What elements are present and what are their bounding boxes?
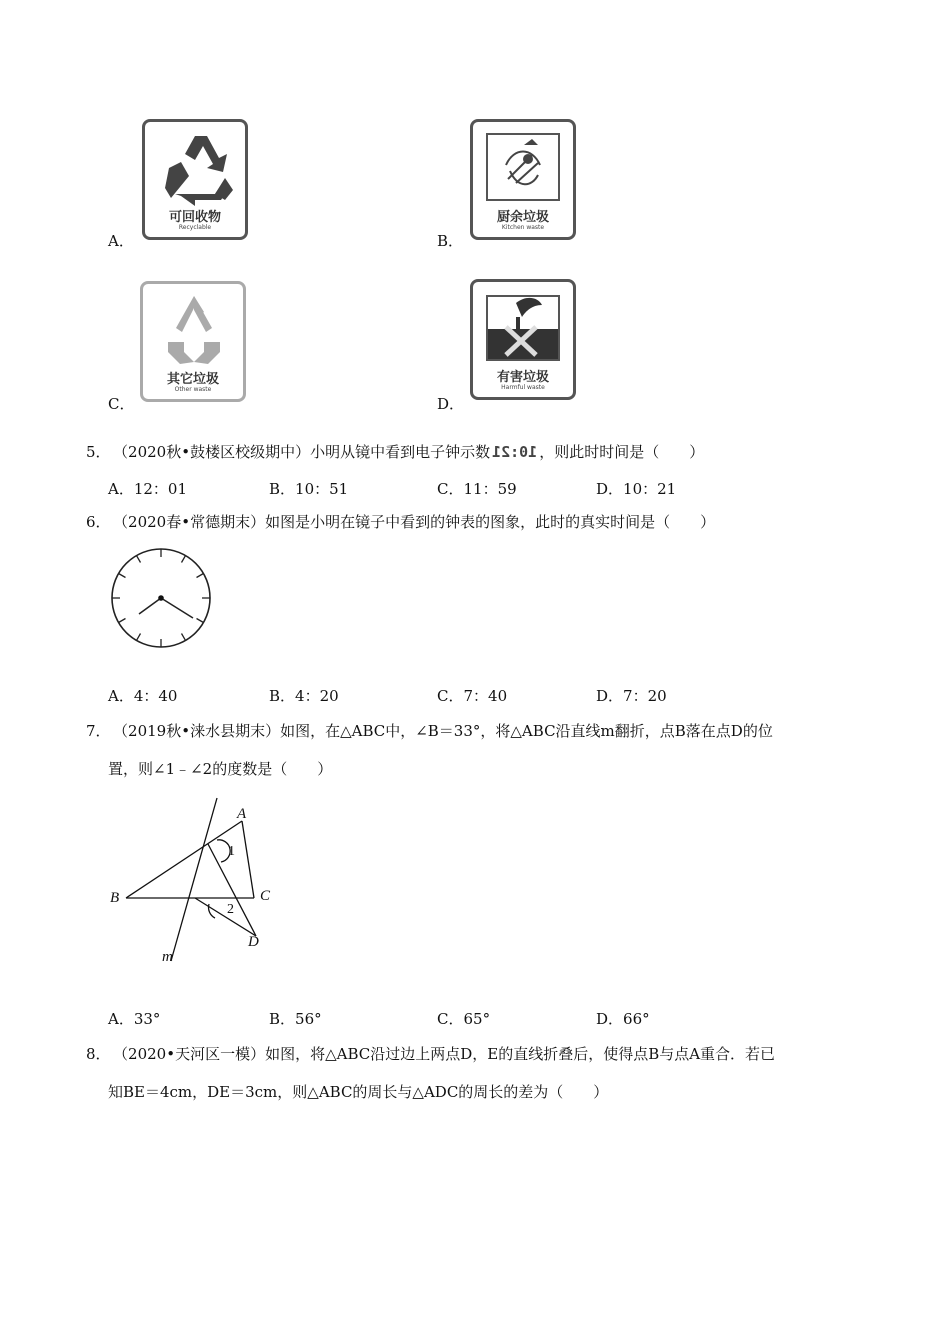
option-a-label: A．: [108, 232, 134, 250]
question-5: [86, 441, 704, 463]
clock-tick: [182, 634, 186, 641]
question-number: 7．: [86, 722, 111, 740]
angle-2-label: 2: [227, 902, 234, 917]
question-7-line-2: 置，则∠1﹣∠2的度数是（ ）: [108, 760, 333, 778]
recycle-icon: [145, 128, 245, 208]
triangle-fold-figure: [104, 796, 284, 966]
clock-tick: [137, 634, 141, 641]
clock-tick: [137, 556, 141, 563]
sign-en-label: Other waste: [174, 386, 212, 393]
sign-cn-label: 厨余垃圾: [496, 210, 549, 225]
question-text: （2020秋•鼓楼区校级期中）小明从镜中看到电子钟示数: [120, 443, 491, 461]
harmful-waste-sign: [470, 279, 576, 400]
clock-tick: [182, 556, 186, 563]
option-a[interactable]: A．12：01: [108, 480, 188, 498]
option-b-label: B．: [437, 232, 464, 250]
question-8-line-2: 知BE＝4cm，DE＝3cm，则△ABC的周长与△ADC的周长的差为（ ）: [108, 1083, 609, 1101]
point-c-label: C: [260, 888, 271, 904]
angle-1-label: 1: [228, 844, 235, 859]
kitchen-waste-sign: [470, 119, 576, 240]
option-c[interactable]: C．7：40: [437, 687, 508, 705]
option-c[interactable]: C．11：59: [437, 480, 517, 498]
sign-cn-label: 可回收物: [168, 210, 221, 225]
clock-tick: [119, 574, 126, 578]
point-b-label: B: [110, 890, 120, 906]
line-m-label: m: [162, 949, 173, 965]
option-d[interactable]: D．66°: [596, 1010, 650, 1028]
question-text: （2019秋•涞水县期末）如图，在△ABC中，∠B＝33°，将△ABC沿直线m翻折，点B落在点D的位: [120, 722, 773, 740]
question-text: （2020春•常德期末）如图是小明在镜子中看到的钟表的图象，此时的真实时间是（ ）: [120, 513, 716, 531]
option-b[interactable]: B．4：20: [269, 687, 339, 705]
question-number: 6．: [86, 513, 111, 531]
recyclable-sign: [142, 119, 248, 240]
triangle-arrows-icon: [154, 292, 234, 372]
fish-bone-icon: [488, 135, 558, 199]
clock-tick: [119, 619, 126, 623]
sign-en-label: Recyclable: [178, 224, 212, 231]
question-text: ，则此时时间是（ ）: [539, 443, 705, 461]
point-d-label: D: [248, 934, 259, 950]
question-number: 8．: [86, 1045, 111, 1063]
sign-cn-label: 其它垃圾: [166, 372, 219, 387]
option-a[interactable]: A．4：40: [108, 687, 178, 705]
option-d[interactable]: D．10：21: [596, 480, 677, 498]
sign-en-label: Harmful waste: [501, 384, 545, 391]
clock-tick: [197, 574, 204, 578]
battery-cross-icon: [486, 295, 560, 361]
point-a-label: A: [237, 806, 247, 822]
question-8: [86, 1043, 775, 1065]
sign-cn-label: 有害垃圾: [496, 370, 549, 385]
clock-tick: [197, 619, 204, 623]
option-c[interactable]: C．65°: [437, 1010, 491, 1028]
other-waste-sign: [140, 281, 246, 402]
sign-en-label: Kitchen waste: [501, 224, 545, 231]
mirrored-clock-figure: [109, 546, 213, 650]
option-b[interactable]: B．10：51: [269, 480, 349, 498]
question-text: （2020•天河区一模）如图，将△ABC沿过边上两点D，E的直线折叠后，使得点B与点A重合．若已: [120, 1045, 776, 1063]
mirrored-clock-text: 10:21: [492, 443, 538, 461]
option-d-label: D．: [437, 395, 465, 413]
option-a[interactable]: A．33°: [108, 1010, 161, 1028]
question-6: [86, 511, 715, 533]
option-d[interactable]: D．7：20: [596, 687, 667, 705]
option-b[interactable]: B．56°: [269, 1010, 322, 1028]
option-c-label: C．: [108, 395, 135, 413]
question-7: [86, 720, 773, 742]
question-number: 5．: [86, 443, 111, 461]
